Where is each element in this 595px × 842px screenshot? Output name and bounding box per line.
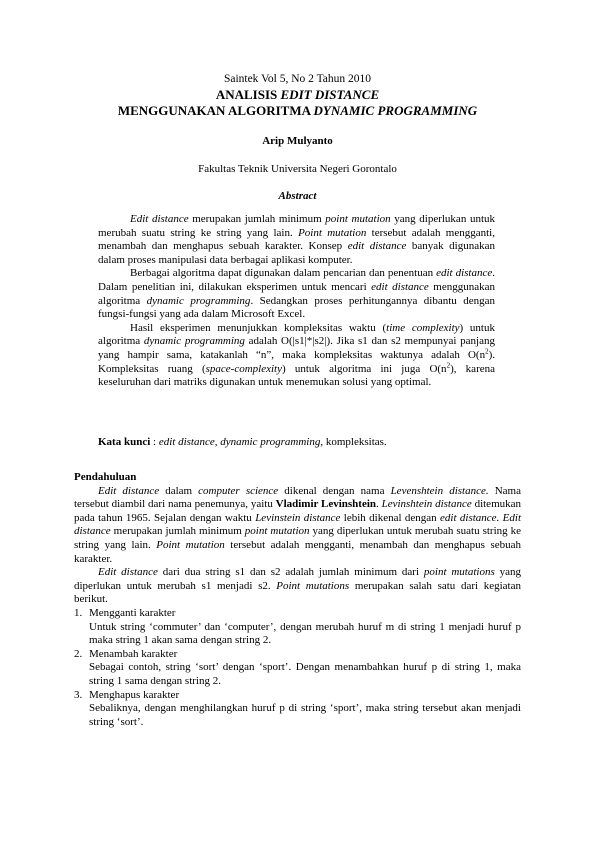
text-run: dikenal dengan nama — [278, 484, 391, 497]
text-run: menggunakan algoritma — [98, 280, 496, 307]
superscript: 2 — [485, 347, 489, 356]
italic-text: space-complexity — [205, 362, 282, 375]
list-item-description: Sebaliknya, dengan menghilangkan huruf p di string ‘sport’, maka string tersebut akan menjadi string ‘sort’. — [89, 702, 521, 728]
text-run: tersebut adalah mengganti, menambah dan menghapus sebuah karakter. Konsep — [98, 226, 495, 253]
abstract-paragraph — [98, 213, 495, 267]
text-run: dalam — [159, 484, 199, 497]
italic-text: Edit distance — [98, 484, 160, 497]
text-run: ) untuk algoritma — [98, 321, 495, 348]
abstract-paragraph — [98, 267, 495, 321]
text-run: , — [214, 436, 221, 448]
keywords — [98, 436, 498, 448]
text-run: yang diperlukan untuk merubah s1 menjadi s2. — [74, 566, 522, 592]
text-run: Berbagai algoritma dapat digunakan dalam pencarian dan penentuan — [130, 267, 437, 280]
text-run: Hasil eksperimen menunjukkan kompleksitas waktu ( — [130, 321, 387, 334]
text-run: banyak digunakan dalam proses manipulasi data berbagai aplikasi komputer. — [98, 240, 495, 266]
italic-text: Point mutations — [276, 579, 350, 592]
italic-text: computer science — [198, 484, 279, 497]
body-paragraph — [74, 485, 521, 567]
list-item-title: Mengganti karakter — [89, 606, 176, 619]
author-name: Arip Mulyanto — [262, 135, 333, 147]
text-run: . Sedangkan proses perhitungannya dibantu dengan fungsi-fungsi yang ada dalam Microsoft Excel. — [98, 294, 495, 321]
text-run: yang diperlukan untuk merubah suatu string ke string yang lain. — [98, 213, 495, 239]
text-run: yang diperlukan untuk merubah suatu string ke string yang lain. — [74, 525, 521, 551]
list-item — [74, 689, 521, 730]
italic-text: Levinshtein distance — [381, 498, 472, 511]
bold-text: Vladimir Levinshtein — [275, 498, 377, 511]
italic-text: edit distance — [371, 280, 429, 293]
italic-text: Point mutation — [298, 226, 367, 239]
author-affiliation: Fakultas Teknik Universita Negeri Gorontalo — [198, 163, 397, 175]
italic-text: dynamic programming — [220, 436, 321, 448]
italic-text: point mutations — [423, 566, 495, 579]
keywords-list — [159, 436, 387, 448]
text-run: ), karena keseluruhan dari matriks digunakan untuk menemukan solusi yang optimal. — [98, 362, 495, 389]
paper-title-line-1 — [0, 87, 595, 103]
italic-text: dynamic programming — [146, 294, 251, 307]
italic-text: edit distance — [347, 240, 407, 253]
keywords-separator: : — [150, 436, 159, 448]
text-run: ). Kompleksitas ruang ( — [98, 348, 495, 375]
text-run: merupakan jumlah minimum — [188, 213, 326, 225]
italic-text: edit distance. Edit distance — [74, 511, 522, 538]
italic-text: dynamic programming — [143, 335, 245, 348]
list-item-description: Sebagai contoh, string ‘sort’ dengan ‘sport’. Dengan menambahkan huruf p di string 1, maka string 1 sama dengan string 2. — [89, 661, 521, 687]
text-run: , kompleksitas. — [320, 436, 387, 448]
abstract-text — [98, 213, 495, 390]
italic-text: Edit distance — [98, 566, 158, 579]
paper-title-line-2 — [0, 103, 595, 119]
list-item-description: Untuk string ‘commuter’ dan ‘computer’, dengan merubah huruf m di string 1 menjadi huruf p maka string 1 akan sama dengan string 2. — [89, 620, 521, 647]
italic-text: time complexity — [386, 321, 460, 334]
keywords-label: Kata kunci — [98, 436, 151, 448]
list-item-title: Menambah karakter — [89, 647, 178, 660]
list-item — [74, 648, 521, 689]
title-part: MENGGUNAKAN ALGORITMA — [117, 103, 314, 118]
list-item-title: Menghapus karakter — [89, 688, 180, 701]
section-pendahuluan — [74, 471, 521, 729]
text-run: Nama tersebut diambil dari nama penemunya, yaitu — [74, 484, 521, 511]
abstract-heading: Abstract — [278, 190, 317, 202]
list-item — [74, 607, 521, 648]
section-heading: Pendahuluan — [74, 471, 137, 483]
text-run: . Dalam penelitian ini, dilakukan eksperimen untuk mencari — [98, 267, 495, 293]
italic-text: Levinstein distance — [255, 511, 341, 524]
italic-text: Levenshtein distance. — [390, 484, 489, 497]
list-number: 2. — [74, 647, 83, 660]
title-part-italic: DYNAMIC PROGRAMMING — [313, 103, 478, 118]
italic-text: point mutation — [325, 213, 391, 225]
list-number: 1. — [74, 606, 83, 619]
text-run: merupakan jumlah minimum — [110, 525, 245, 538]
italic-text: Point mutation — [156, 538, 225, 551]
text-run: merupakan salah satu dari kegiatan berikut. — [74, 579, 521, 606]
title-part-italic: EDIT DISTANCE — [280, 87, 380, 102]
mutation-list — [74, 607, 521, 729]
italic-text: edit distance — [436, 267, 493, 280]
text-run: ) untuk algoritma ini juga O(n — [281, 362, 447, 375]
journal-header: Saintek Vol 5, No 2 Tahun 2010 — [223, 73, 372, 85]
text-run: adalah O(|s1|*|s2|). Jika s1 dan s2 mempunyai panjang yang hampir sama, katakanlah “n”, maka kompleksitas waktunya adalah O(n — [98, 335, 495, 361]
text-run: ditemukan pada tahun 1965. Sejalan dengan waktu — [74, 498, 522, 524]
text-run: lebih dikenal dengan — [340, 511, 441, 524]
title-part: ANALISIS — [215, 87, 281, 102]
body-paragraph — [74, 566, 521, 607]
text-run: . — [376, 498, 382, 511]
superscript: 2 — [446, 360, 451, 369]
italic-text: Edit distance — [130, 213, 189, 225]
text-run: tersebut adalah mengganti, menambah dan menghapus sebuah karakter. — [74, 538, 521, 565]
text-run: dari dua string s1 dan s2 adalah jumlah minimum dari — [157, 566, 424, 579]
italic-text: edit distance — [158, 436, 215, 448]
abstract-paragraph — [98, 322, 495, 390]
list-number: 3. — [74, 688, 83, 701]
italic-text: point mutation — [244, 525, 310, 538]
